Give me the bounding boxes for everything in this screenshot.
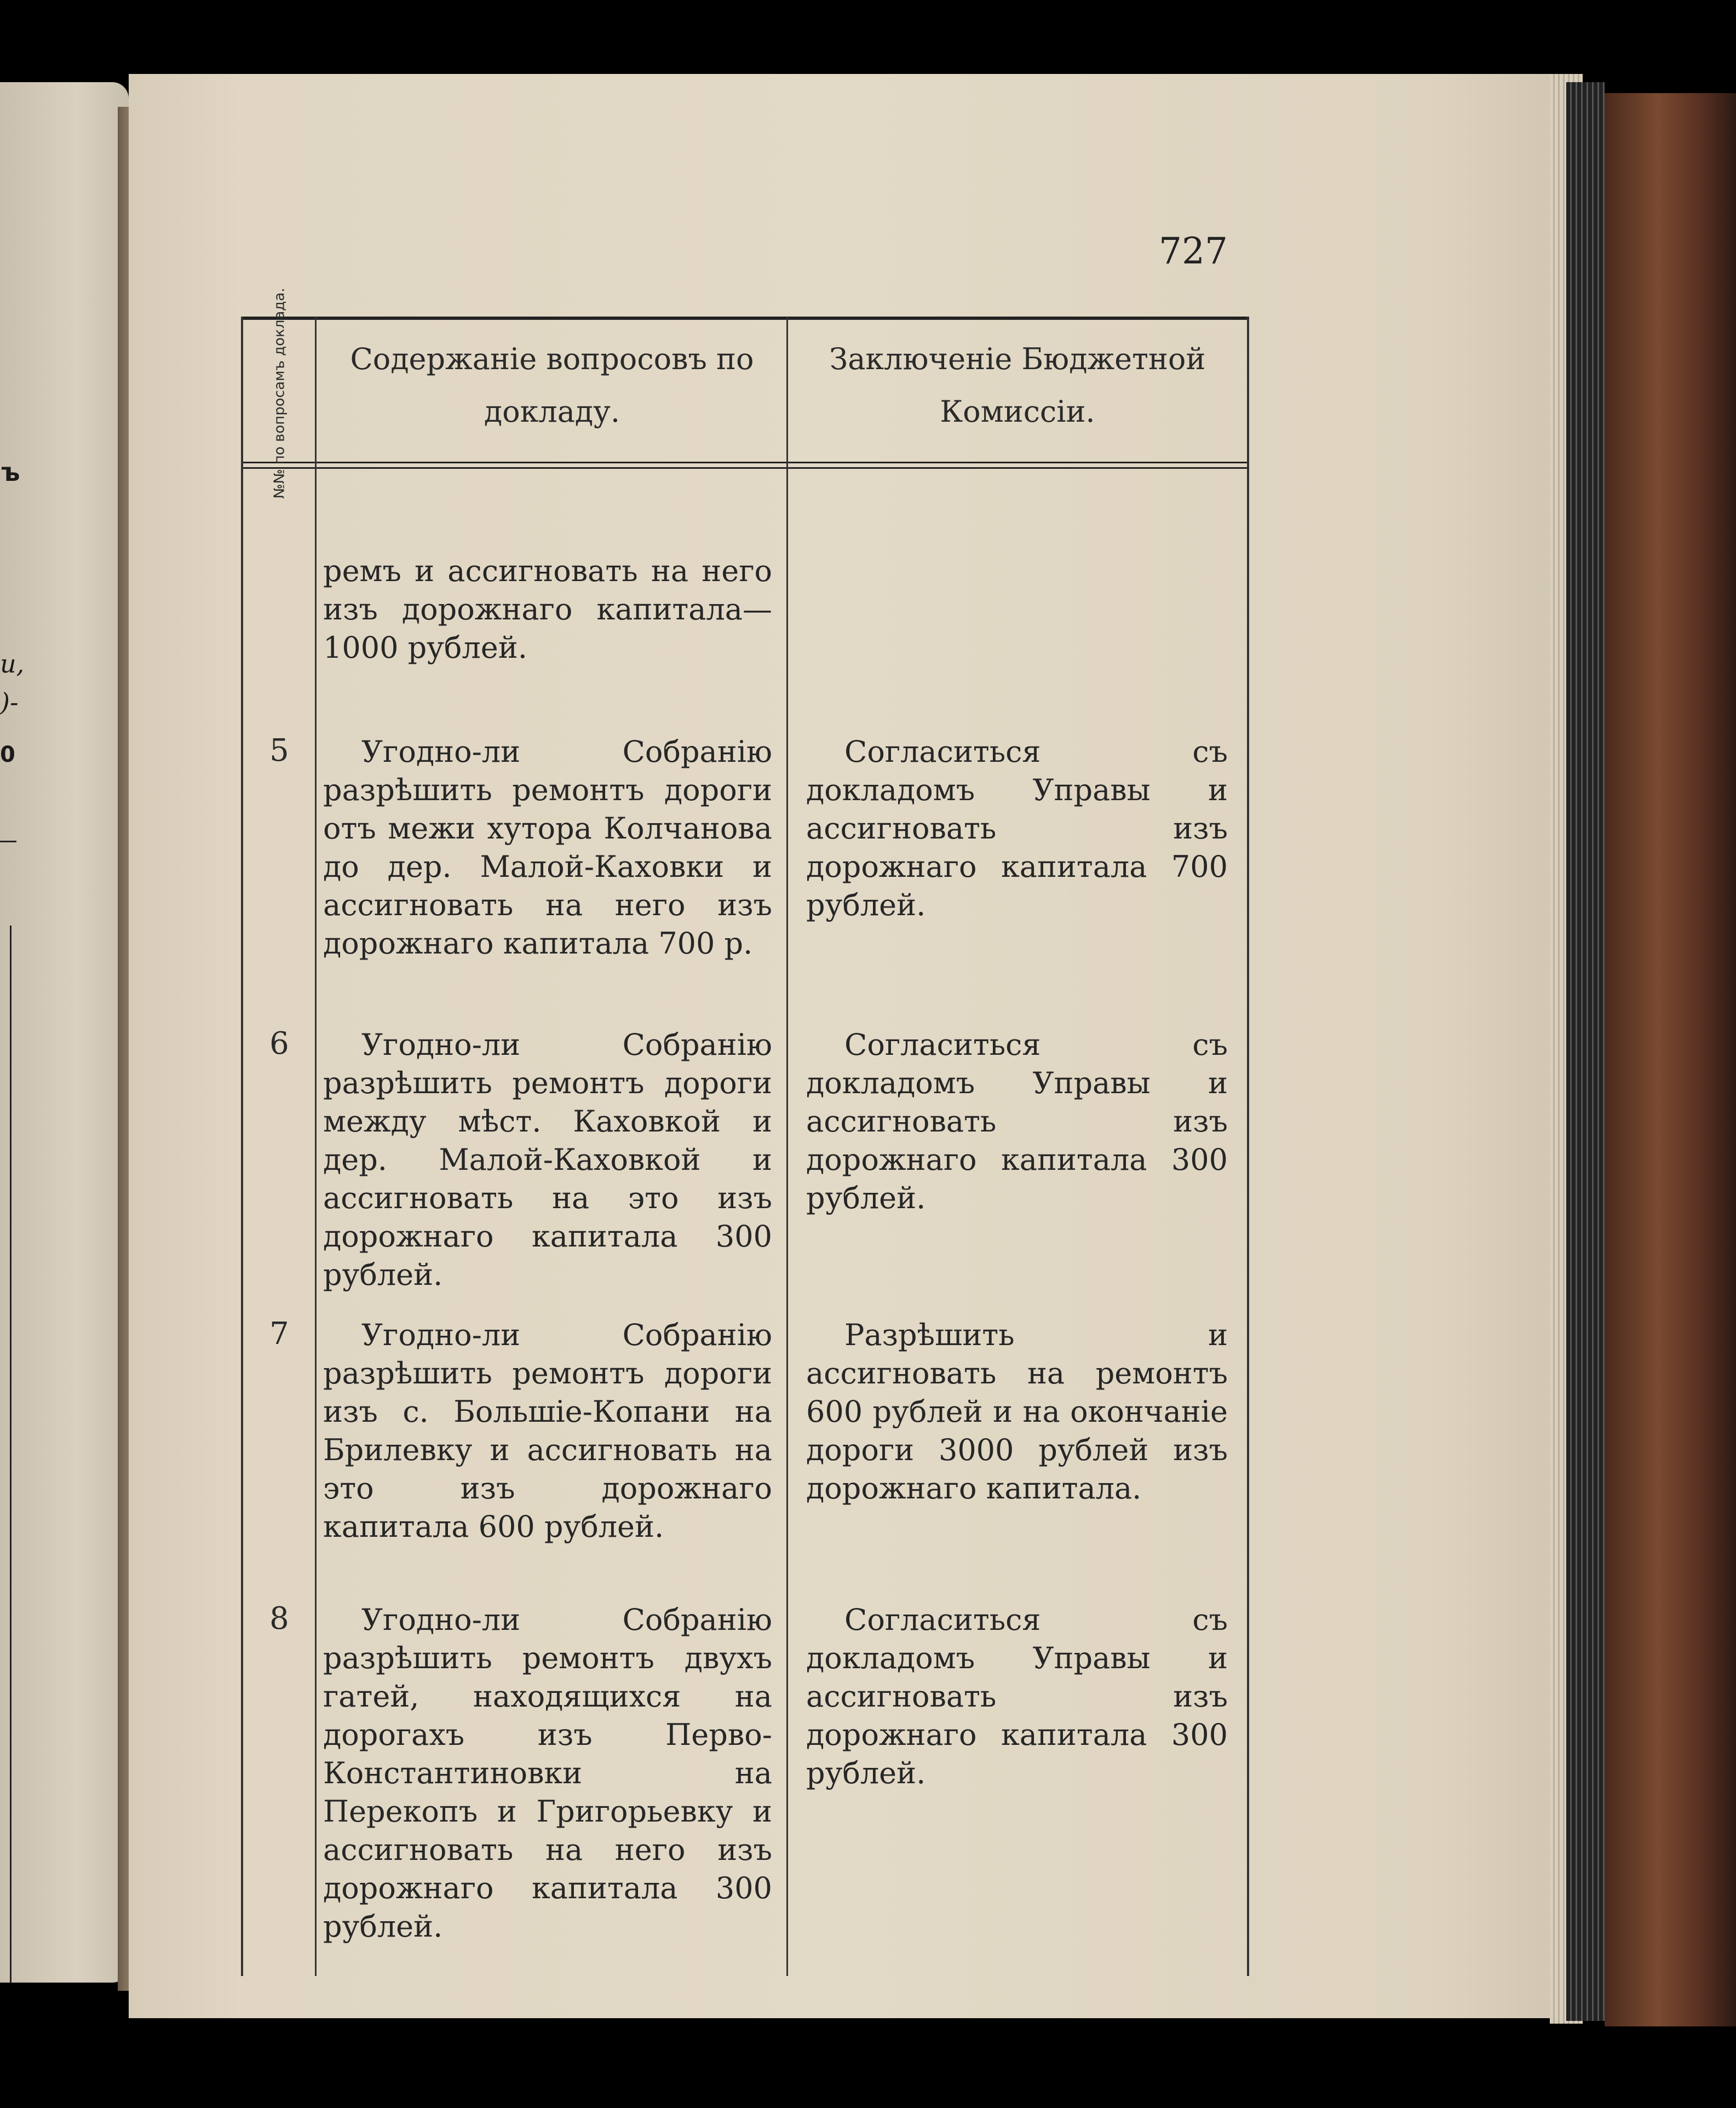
- left-page-fragment: )-: [0, 687, 19, 717]
- question-cell: Угодно-ли Собранію разрѣшить ремонтъ дороги отъ межи хутора Колчанова до дер. Малой-Каховки и ассигновать на него изъ дорожнаго капитала 700 р.: [323, 734, 772, 961]
- question-cell: Угодно-ли Собранію разрѣшить ремонтъ дороги изъ с. Большіе-Копани на Брилевку и ассигновать на это изъ дорожнаго капитала 600 рублей.: [323, 1318, 772, 1544]
- left-page-fragment: ъ: [1, 457, 20, 487]
- decision-cell: Согласиться съ докладомъ Управы и ассигновать изъ дорожнаго капитала 300 рублей.: [806, 1027, 1228, 1215]
- table-top-rule: [241, 317, 1249, 320]
- decision-cell: Разрѣшить и ассигновать на ремонтъ 600 рублей и на окончаніе дороги 3000 рублей изъ дорожнаго капитала.: [806, 1318, 1228, 1506]
- page-number: 727: [1159, 230, 1228, 272]
- column-divider-2: [786, 317, 788, 1976]
- header-rule-upper: [241, 462, 1249, 463]
- header-decision: Заключеніе Бюджетной Комиссіи.: [829, 342, 1206, 429]
- header-rule-lower: [241, 467, 1249, 469]
- page-edges-dark: [1566, 82, 1605, 2021]
- question-cell: Угодно-ли Собранію разрѣшить ремонтъ двухъ гатей, находящихся на дорогахъ изъ Перво-Константиновки на Перекопъ и Григорьевку и ассигновать на него изъ дорожнаго капитала 300 рублей.: [323, 1602, 772, 1944]
- question-cell: ремъ и ассигновать на него изъ дорожнаго капитала— 1000 рублей.: [323, 554, 772, 665]
- budget-table: [241, 288, 1249, 1976]
- header-number: №№ по вопросамъ доклада.: [271, 288, 288, 499]
- book-cover: [1605, 93, 1736, 2026]
- row-number: 7: [269, 1316, 289, 1352]
- left-page-fragment: 0: [0, 742, 15, 767]
- row-number: 6: [269, 1026, 289, 1061]
- left-page-rule: [0, 841, 16, 842]
- left-page-border: [10, 926, 12, 1983]
- left-page: [0, 82, 129, 1983]
- question-cell: Угодно-ли Собранію разрѣшить ремонтъ дороги между мѣст. Каховкой и дер. Малой-Каховкой и ассигновать на это изъ дорожнаго капитала 300 рублей.: [323, 1027, 772, 1292]
- column-divider-1: [315, 317, 317, 1976]
- decision-cell: Согласиться съ докладомъ Управы и ассигновать изъ дорожнаго капитала 300 рублей.: [806, 1602, 1228, 1790]
- row-number: 5: [269, 733, 289, 768]
- left-page-fragment: и,: [0, 649, 25, 679]
- decision-cell: Согласиться съ докладомъ Управы и ассигновать изъ дорожнаго капитала 700 рублей.: [806, 734, 1228, 922]
- header-question: Содержаніе вопросовъ по докладу.: [350, 342, 754, 429]
- table-left-border: [241, 317, 243, 1976]
- table-right-border: [1247, 317, 1249, 1976]
- row-number: 8: [269, 1601, 289, 1636]
